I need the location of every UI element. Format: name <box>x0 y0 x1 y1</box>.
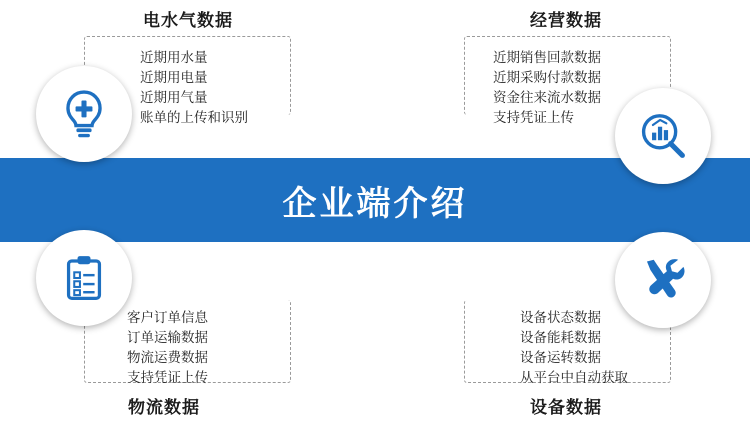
list-item: 近期用电量 <box>140 70 208 85</box>
list-item: 支持凭证上传 <box>493 110 574 125</box>
section-lines-operations <box>493 48 601 128</box>
icon-circle-logistics <box>36 230 132 326</box>
list-item: 订单运输数据 <box>127 330 208 345</box>
list-item: 客户订单信息 <box>127 310 208 325</box>
list-item: 近期用水量 <box>140 50 208 65</box>
list-item: 设备运转数据 <box>520 350 601 365</box>
section-lines-logistics <box>127 308 208 388</box>
list-item: 近期采购付款数据 <box>493 70 601 85</box>
section-title-logistics: 物流数据 <box>128 398 200 417</box>
list-item: 账单的上传和识别 <box>140 110 248 125</box>
list-item: 近期销售回款数据 <box>493 50 601 65</box>
list-item: 设备状态数据 <box>520 310 601 325</box>
section-lines-utilities <box>140 48 248 128</box>
icon-circle-utilities <box>36 66 132 162</box>
page-title: 企业端介绍 <box>282 184 468 223</box>
list-item: 近期用气量 <box>140 90 208 105</box>
icon-circle-operations <box>615 88 711 184</box>
list-item: 设备能耗数据 <box>520 330 601 345</box>
list-item: 从平台中自动获取 <box>520 370 628 385</box>
lightbulb-plus-icon <box>57 87 111 141</box>
clipboard-checklist-icon <box>58 252 110 304</box>
chart-magnifier-icon <box>636 109 690 163</box>
section-title-operations: 经营数据 <box>530 11 602 30</box>
icon-circle-equipment <box>615 232 711 328</box>
section-title-equipment: 设备数据 <box>530 398 602 417</box>
list-item: 资金往来流水数据 <box>493 90 601 105</box>
wrench-screwdriver-icon <box>636 253 690 307</box>
list-item: 支持凭证上传 <box>127 370 208 385</box>
list-item: 物流运费数据 <box>127 350 208 365</box>
section-title-utilities: 电水气数据 <box>143 11 233 30</box>
section-lines-equipment <box>520 308 628 388</box>
